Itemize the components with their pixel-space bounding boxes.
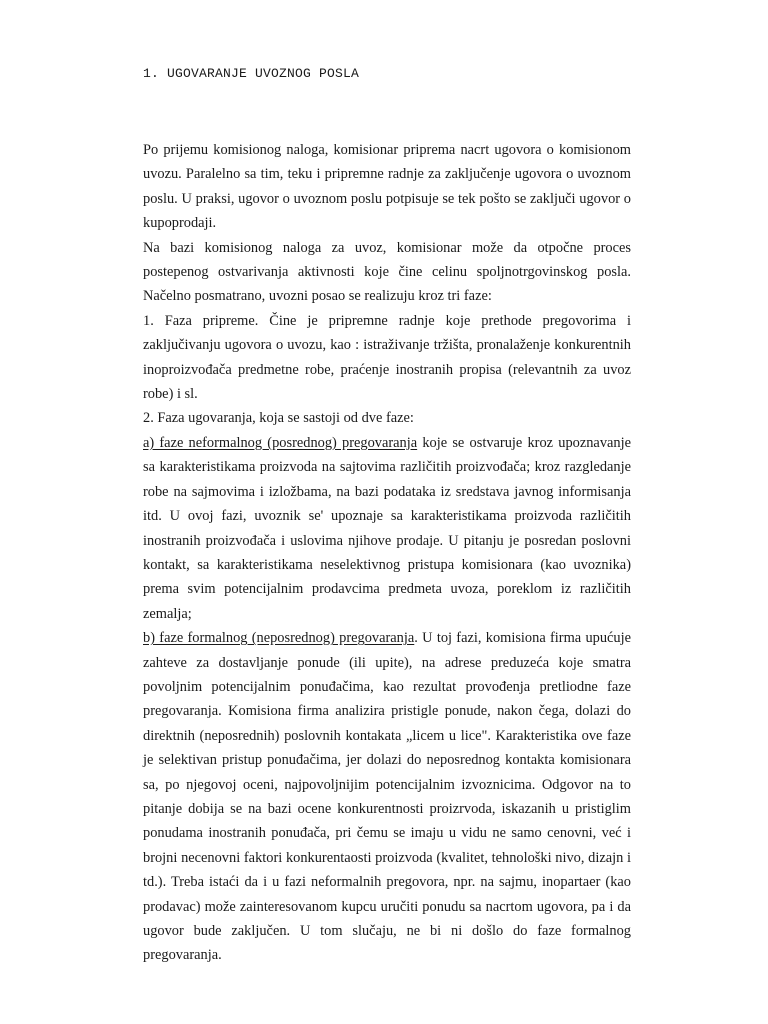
document-body bbox=[143, 138, 631, 968]
informal-negotiation-heading: a) faze neformalnog (posrednog) pregovaranja bbox=[143, 434, 418, 451]
paragraph-phase-negotiation: 2. Faza ugovaranja, koja se sastoji od dve faze: bbox=[143, 410, 414, 427]
formal-negotiation-heading: b) faze formalnog (neposrednog) pregovaranja bbox=[143, 630, 415, 647]
paragraph-commission-basis: Na bazi komisionog naloga za uvoz, komisionar može da otpočne proces postepenog ostvarivanja aktivnosti koje čine celinu spoljnotrgovinskog posla. Načelno posmatrano, uvozni posao se realizuju kroz tri faze: bbox=[143, 239, 631, 305]
formal-negotiation-text: . U toj fazi, komisiona firma upućuje zahteve za dostavljanje ponude (ili upite), na adrese preduzeća koje smatra povoljnim potencijalnim ponuđačima, kao rezultat provođenja pretliodne faze pregovaranja. Komisiona firma analizira pristigle ponude, nakon čega, dolazi do direktnih (neposrednih) poslovnih kontakata „licem u lice". Karakteristika ove faze je selektivan pristup ponuđačima, jer dolazi do neposrednog kontakta komisionara sa, po njegovoj oceni, najpovoljnijim potencijalnim izvoznicima. Odgovor na to pitanje dobija se na bazi ocene konkurentnosti proizrvoda, iskazanih u pristiglim ponudama inostranih ponuđača, pri čemu se imaju u vidu ne samo cenovni, već i brojni necenovni faktori konkurentaosti proizvoda (kvalitet, tehnološki nivo, dizajn i td.). Treba istaći da i u fazi neformalnih pregovora, npr. na sajmu, inopartaer (kao prodavac) može zainteresovanom kupcu uručiti ponudu sa nacrtom ugovora, pa i da ugovor bude zaključen. U tom slučaju, ne bi ni došlo do faze formalnog pregovaranja. bbox=[143, 630, 631, 964]
paragraph-formal-negotiation bbox=[143, 626, 631, 968]
informal-negotiation-text: koje se ostvaruje kroz upoznavanje sa karakteristikama proizvoda na sajtovima različitih proizvođača; kroz razgledanje robe na sajmovima i izložbama, na bazi podataka iz sredstava javnog informisanja itd. U ovoj fazi, uvoznik se' upoznaje sa karakteristikama proizvoda različitih inostranih proizvođača i uslovima njihove prodaje. U pitanju je posredan poslovni kontakt, sa karakteristikama neselektivnog pristupa komisionara (kao uvoznika) prema svim potencijalnim prodavcima predmeta uvoza, poreklom iz različitih zemalja; bbox=[143, 434, 631, 622]
paragraph-phase-preparation: 1. Faza pripreme. Čine je pripremne radnje koje prethode pregovorima i zaključivanju ugovora o uvozu, kao : istraživanje tržišta, pronalaženje konkurentnih inoproizvođača predmetne robe, praćenje inostranih propisa (relevantnih za uvoz robe) i sl. bbox=[143, 312, 631, 403]
section-heading: 1. UGOVARANJE UVOZNOG POSLA bbox=[143, 66, 360, 81]
paragraph-informal-negotiation bbox=[143, 431, 631, 626]
paragraph-intro: Po prijemu komisionog naloga, komisionar priprema nacrt ugovora o komisionom uvozu. Paralelno sa tim, teku i pripremne radnje za zaključenje ugovora o uvoznom poslu. U praksi, ugovor o uvoznom poslu potpisuje se tek pošto se zaključi ugovor o kupoprodaji. bbox=[143, 142, 631, 232]
